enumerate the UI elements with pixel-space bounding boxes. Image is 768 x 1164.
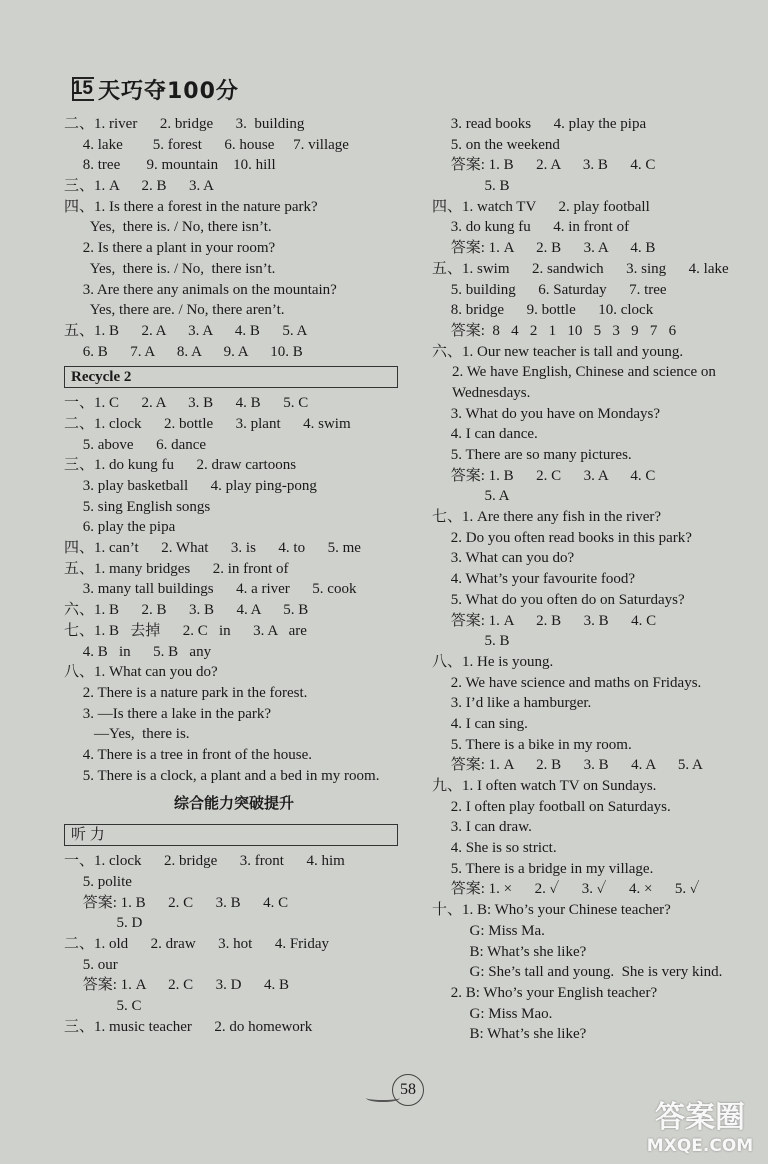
logo-title: 天巧夺100分 bbox=[98, 78, 239, 104]
answer-line: 3. play basketball 4. play ping-pong bbox=[64, 478, 317, 494]
answer-line: 2. There is a nature park in the forest. bbox=[64, 684, 308, 701]
answer-line: 2. Do you often read books in this park? bbox=[432, 529, 692, 546]
answer-line: 5. There is a bike in my room. bbox=[432, 736, 632, 753]
answer-line: 四、1. Is there a forest in the nature park? bbox=[64, 198, 318, 215]
answer-line: 答案: 1. A 2. C 3. D 4. B bbox=[64, 977, 290, 994]
answer-line: —Yes, there is. bbox=[64, 726, 190, 743]
recycle-2-answers bbox=[64, 393, 404, 786]
answer-line: 二、1. clock 2. bottle 3. plant 4. swim bbox=[64, 415, 351, 432]
answer-line: 5. There is a bridge in my village. bbox=[432, 860, 654, 877]
answer-line: 一、1. C 2. A 3. B 4. B 5. C bbox=[64, 395, 309, 412]
answer-line: 九、1. I often watch TV on Sundays. bbox=[432, 778, 657, 795]
answer-line: 2. B: Who’s your English teacher? bbox=[432, 984, 658, 1001]
answer-line: 答案: 1. B 2. C 3. A 4. C bbox=[432, 467, 656, 484]
answer-line: 4. B in 5. B any bbox=[64, 643, 212, 660]
answer-line: 6. play the pipa bbox=[64, 519, 176, 536]
answer-line: 答案: 1. B 2. A 3. B 4. C bbox=[432, 157, 656, 174]
watermark-logo bbox=[640, 1100, 760, 1160]
answer-line: G: She’s tall and young. She is very kind. bbox=[432, 964, 723, 981]
answer-line: 5. B bbox=[432, 633, 510, 650]
answer-line: 七、1. Are there any fish in the river? bbox=[432, 509, 662, 526]
answer-line: 三、1. music teacher 2. do homework bbox=[64, 1018, 313, 1035]
right-column bbox=[432, 114, 762, 1045]
answer-line-wrapped: 2. We have English, Chinese and science on Wednesdays. bbox=[452, 364, 716, 401]
logo-number: 15 bbox=[71, 78, 93, 99]
watermark-main-text: 答案圈 bbox=[655, 1100, 745, 1135]
answer-line: 2. I often play football on Saturdays. bbox=[432, 798, 671, 815]
answer-line: 3. What can you do? bbox=[432, 550, 575, 567]
answer-line: 2. Is there a plant in your room? bbox=[64, 240, 276, 257]
recycle-2-heading: Recycle 2 bbox=[64, 366, 398, 388]
answer-line: 5. What do you often do on Saturdays? bbox=[432, 591, 685, 608]
answer-line: Yes, there is. / No, there isn’t. bbox=[64, 219, 272, 236]
listening-answers bbox=[64, 851, 404, 1037]
answer-line: 答案: 1. B 2. C 3. B 4. C bbox=[64, 894, 289, 911]
answer-line: 6. B 7. A 8. A 9. A 10. B bbox=[64, 343, 303, 360]
answer-line: 4. She is so strict. bbox=[432, 840, 557, 857]
answer-line: 答案: 1. A 2. B 3. A 4. B bbox=[432, 240, 656, 257]
answer-line: 六、1. B 2. B 3. B 4. A 5. B bbox=[64, 602, 309, 619]
answer-line: 3. I’d like a hamburger. bbox=[432, 695, 592, 712]
answer-line: B: What’s she like? bbox=[432, 1026, 587, 1043]
answer-line: 5. There are so many pictures. bbox=[432, 447, 632, 464]
answer-line: 三、1. do kung fu 2. draw cartoons bbox=[64, 457, 297, 474]
answer-line: 5. our bbox=[64, 956, 118, 973]
answer-line: 3. Are there any animals on the mountain? bbox=[64, 281, 337, 298]
answer-line: 五、1. many bridges 2. in front of bbox=[64, 560, 289, 577]
answer-line: 答案: 1. × 2. ✓ 3. ✓ 4. × 5. ✓ bbox=[432, 881, 700, 898]
book-header bbox=[72, 74, 239, 104]
unit-answers bbox=[64, 114, 404, 362]
answer-line: 一、1. clock 2. bridge 3. front 4. him bbox=[64, 853, 345, 870]
answer-line: 二、1. old 2. draw 3. hot 4. Friday bbox=[64, 936, 329, 953]
answer-line: 4. There is a tree in front of the house. bbox=[64, 746, 312, 763]
answer-line: G: Miss Mao. bbox=[432, 1005, 553, 1022]
answer-line: 答案: 8 4 2 1 10 5 3 9 7 6 bbox=[432, 322, 677, 339]
answer-line: 5. building 6. Saturday 7. tree bbox=[432, 281, 667, 298]
answer-line: 5. D bbox=[64, 915, 143, 932]
answer-line: 5. on the weekend bbox=[432, 136, 560, 153]
answer-line: 3. many tall buildings 4. a river 5. cook bbox=[64, 581, 357, 598]
answer-line: 八、1. He is young. bbox=[432, 653, 554, 670]
answer-line: 8. bridge 9. bottle 10. clock bbox=[432, 302, 654, 319]
page-number: 58 bbox=[392, 1074, 424, 1106]
answer-line: 十、1. B: Who’s your Chinese teacher? bbox=[432, 902, 671, 919]
answer-line: Yes, there is. / No, there isn’t. bbox=[64, 260, 276, 277]
answer-line: 3. What do you have on Mondays? bbox=[432, 405, 661, 422]
answer-line: 4. What’s your favourite food? bbox=[432, 571, 636, 588]
answer-line: 答案: 1. A 2. B 3. B 4. C bbox=[432, 612, 657, 629]
answer-line: 二、1. river 2. bridge 3. building bbox=[64, 116, 305, 132]
answer-line: 5. sing English songs bbox=[64, 498, 211, 515]
answer-line: 五、1. B 2. A 3. A 4. B 5. A bbox=[64, 322, 308, 339]
answer-line: 六、1. Our new teacher is tall and young. bbox=[432, 343, 684, 360]
answer-line: 5. C bbox=[64, 998, 142, 1015]
left-column bbox=[64, 114, 404, 1038]
answer-line: 5. above 6. dance bbox=[64, 436, 207, 453]
answer-line: 5. polite bbox=[64, 874, 132, 890]
answer-line: 答案: 1. A 2. B 3. B 4. A 5. A bbox=[432, 757, 703, 774]
answer-line: 4. lake 5. forest 6. house 7. village bbox=[64, 136, 349, 153]
answer-line: 8. tree 9. mountain 10. hill bbox=[64, 157, 276, 174]
answer-line: 3. do kung fu 4. in front of bbox=[432, 219, 630, 236]
answer-line: 3. read books 4. play the pipa bbox=[432, 116, 647, 132]
answer-line: 5. B bbox=[432, 178, 510, 195]
listening-heading: 听 力 bbox=[64, 824, 398, 846]
answer-line: 5. A bbox=[432, 488, 510, 505]
answer-line: G: Miss Ma. bbox=[432, 922, 545, 939]
answer-line: 七、1. B 去掉 2. C in 3. A are bbox=[64, 622, 307, 639]
answer-line: 3. I can draw. bbox=[432, 819, 532, 836]
comprehensive-section-title: 综合能力突破提升 bbox=[173, 794, 294, 813]
watermark-url: MXQE.COM bbox=[646, 1136, 754, 1156]
answer-line: 四、1. watch TV 2. play football bbox=[432, 198, 650, 215]
answer-line: 五、1. swim 2. sandwich 3. sing 4. lake bbox=[432, 260, 729, 277]
answer-line: 2. We have science and maths on Fridays. bbox=[432, 674, 702, 691]
answer-line: 三、1. A 2. B 3. A bbox=[64, 178, 215, 195]
answer-line: 四、1. can’t 2. What 3. is 4. to 5. me bbox=[64, 540, 361, 557]
answer-line: 八、1. What can you do? bbox=[64, 664, 218, 681]
answer-line: 5. There is a clock, a plant and a bed in my room. bbox=[64, 767, 380, 784]
answer-line: B: What’s she like? bbox=[432, 943, 587, 960]
answer-line: Yes, there are. / No, there aren’t. bbox=[64, 302, 285, 319]
answer-line: 4. I can sing. bbox=[432, 715, 528, 732]
answer-line: 3. —Is there a lake in the park? bbox=[64, 705, 272, 722]
answer-line: 4. I can dance. bbox=[432, 426, 538, 443]
